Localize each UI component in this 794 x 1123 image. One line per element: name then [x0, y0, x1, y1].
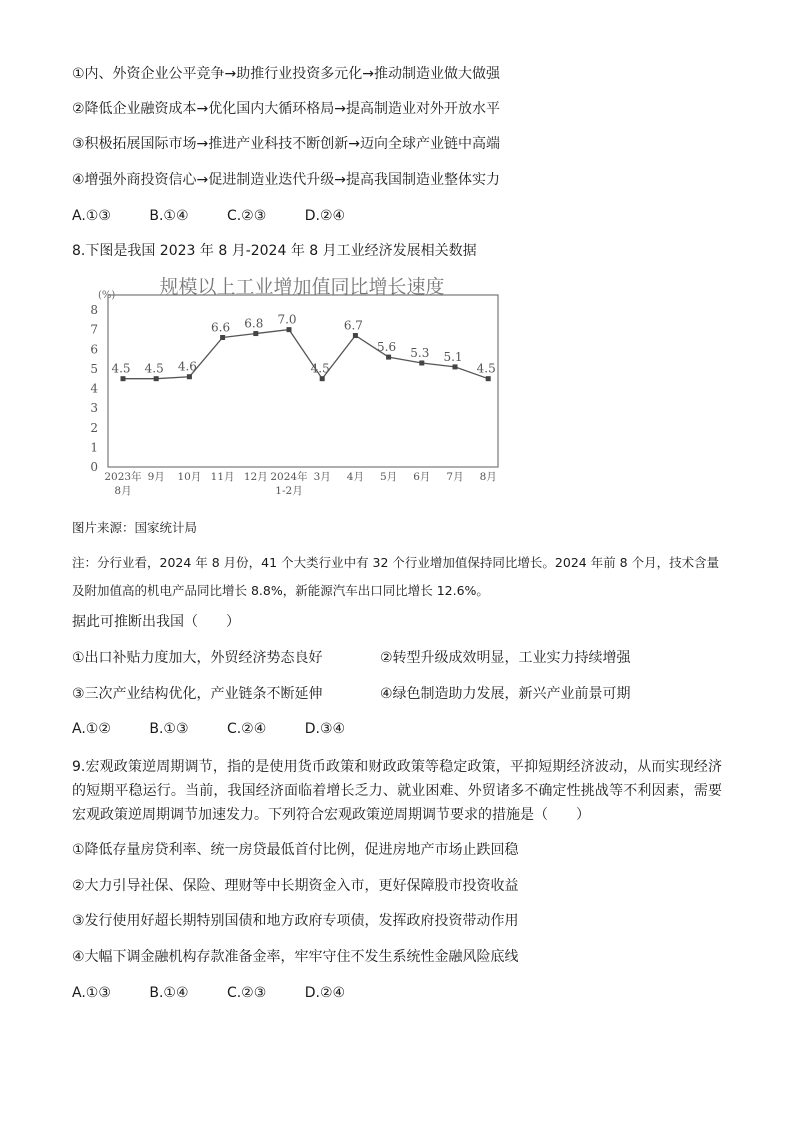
data-point-marker: [386, 355, 391, 360]
y-tick-label: 3: [90, 401, 98, 416]
x-tick-label: 6月: [413, 471, 431, 483]
x-tick-labels: [104, 470, 496, 497]
data-label: 6.6: [211, 320, 231, 335]
q8-option-c[interactable]: C.②④: [226, 721, 267, 737]
q8-question: 据此可推断出我国（ ）: [72, 614, 240, 630]
y-tick-label: 7: [90, 322, 98, 337]
q7-item-3: ③积极拓展国际市场→推进产业科技不断创新→迈向全球产业链中高端: [72, 136, 501, 152]
q8-item-1: ①出口补贴力度加大，外贸经济势态良好: [72, 650, 323, 666]
q9-option-d[interactable]: D.②④: [304, 985, 346, 1001]
y-tick-label: 1: [90, 440, 98, 455]
data-label: 5.3: [410, 345, 430, 360]
q8-stem: 8.下图是我国 2023 年 8 月-2024 年 8 月工业经济发展相关数据: [72, 243, 477, 259]
data-point-marker: [453, 364, 458, 369]
data-label: 6.8: [244, 316, 264, 331]
q8-item-3: ③三次产业结构优化，产业链条不断延伸: [72, 686, 323, 702]
q7-item-1: ①内、外资企业公平竞争→助推行业投资多元化→推动制造业做大做强: [72, 66, 501, 82]
data-point-marker: [486, 376, 491, 381]
q7-options: [72, 206, 379, 226]
q7-option-b[interactable]: B.①④: [149, 208, 189, 224]
q9-option-c[interactable]: C.②③: [226, 985, 267, 1001]
q8-item-2: ②转型升级成效明显，工业实力持续增强: [380, 650, 631, 666]
q7-option-d[interactable]: D.②④: [304, 208, 346, 224]
y-tick-label: 0: [90, 460, 98, 474]
data-label: 7.0: [277, 312, 297, 327]
q9-option-b[interactable]: B.①④: [149, 985, 189, 1001]
q8-option-d[interactable]: D.③④: [304, 721, 346, 737]
q9-item-2: ②大力引导社保、保险、理财等中长期资金入市，更好保障股市投资收益: [72, 878, 519, 894]
x-tick-label: 2024年: [270, 471, 308, 483]
x-tick-label: 9月: [147, 471, 165, 483]
q9-item-1: ①降低存量房贷利率、统一房贷最低首付比例，促进房地产市场止跌回稳: [72, 842, 519, 858]
chart-figure: [76, 268, 512, 500]
x-tick-label: 10月: [177, 471, 202, 483]
data-label: 4.5: [476, 361, 496, 376]
x-tick-label: 12月: [243, 471, 268, 483]
data-label: 4.5: [144, 361, 164, 376]
y-tick-label: 4: [90, 381, 98, 396]
data-label: 6.7: [343, 318, 363, 333]
data-label: 4.5: [111, 361, 131, 376]
q8-row-2: [72, 684, 631, 704]
y-tick-label: 8: [90, 303, 98, 317]
data-point-marker: [320, 376, 325, 381]
data-label: 5.1: [443, 349, 463, 364]
x-tick-label: 5月: [380, 471, 398, 483]
x-tick-label: 1-2月: [275, 485, 303, 497]
q8-option-a[interactable]: A.①②: [72, 721, 111, 737]
q7-option-a[interactable]: A.①③: [72, 208, 111, 224]
y-tick-labels: [90, 303, 98, 474]
q7-option-c[interactable]: C.②③: [226, 208, 267, 224]
q8-options: [72, 719, 379, 739]
data-point-marker: [220, 335, 225, 340]
y-tick-label: 2: [90, 420, 98, 435]
data-label: 4.5: [310, 361, 330, 376]
data-point-marker: [253, 331, 258, 336]
q9-stem: 9.宏观政策逆周期调节，指的是使用货币政策和财政政策等稳定政策，平抑短期经济波动，从而实现经济的短期平稳运行。当前，我国经济面临着增长乏力、就业困难、外贸诸多不确定性挑战等不利因素，需要宏观政策逆周期调节加速发力。下列符合宏观政策逆周期调节要求的措施是（ ）: [72, 759, 722, 823]
x-tick-label: 2023年: [104, 471, 142, 483]
data-point-marker: [287, 327, 292, 332]
x-tick-label: 11月: [210, 471, 235, 483]
q8-option-b[interactable]: B.①③: [149, 721, 189, 737]
data-point-marker: [419, 360, 424, 365]
q9-option-a[interactable]: A.①③: [72, 985, 111, 1001]
data-point-marker: [154, 376, 159, 381]
data-label: 5.6: [377, 340, 397, 355]
chart-frame: [108, 295, 498, 467]
chart-title: 规模以上工业增加值同比增长速度: [159, 276, 445, 298]
q9-item-3: ③发行使用好超长期特别国债和地方政府专项债，发挥政府投资带动作用: [72, 913, 519, 929]
chart-ylabel: (%): [98, 290, 116, 301]
data-label: 4.6: [177, 359, 197, 374]
x-tick-label: 8月: [479, 471, 497, 483]
y-tick-label: 6: [90, 342, 98, 357]
line-chart: [76, 268, 512, 500]
x-tick-label: 7月: [446, 471, 464, 483]
x-tick-label: 8月: [114, 485, 132, 497]
q8-row-1: [72, 648, 631, 668]
q8-item-4: ④绿色制造助力发展，新兴产业前景可期: [380, 686, 631, 702]
data-point-marker: [187, 374, 192, 379]
q8-note: 注：分行业看，2024 年 8 月份，41 个大类行业中有 32 个行业增加值保持同比增长。2024 年前 8 个月，技术含量及附加值高的机电产品同比增长 8.8%，新能源汽车出口同比增长 12.6%。: [72, 555, 720, 598]
q9-options: [72, 983, 379, 1003]
q7-item-2: ②降低企业融资成本→优化国内大循环格局→提高制造业对外开放水平: [72, 101, 501, 117]
data-labels: [111, 313, 495, 376]
q7-item-4: ④增强外商投资信心→促进制造业迭代升级→提高我国制造业整体实力: [72, 172, 501, 188]
data-point-marker: [353, 333, 358, 338]
q9-item-4: ④大幅下调金融机构存款准备金率，牢牢守住不发生系统性金融风险底线: [72, 949, 519, 965]
x-tick-label: 4月: [346, 471, 364, 483]
data-point-marker: [121, 376, 126, 381]
chart-source: 图片来源：国家统计局: [72, 520, 198, 535]
x-tick-label: 3月: [313, 471, 331, 483]
y-tick-label: 5: [90, 361, 98, 376]
